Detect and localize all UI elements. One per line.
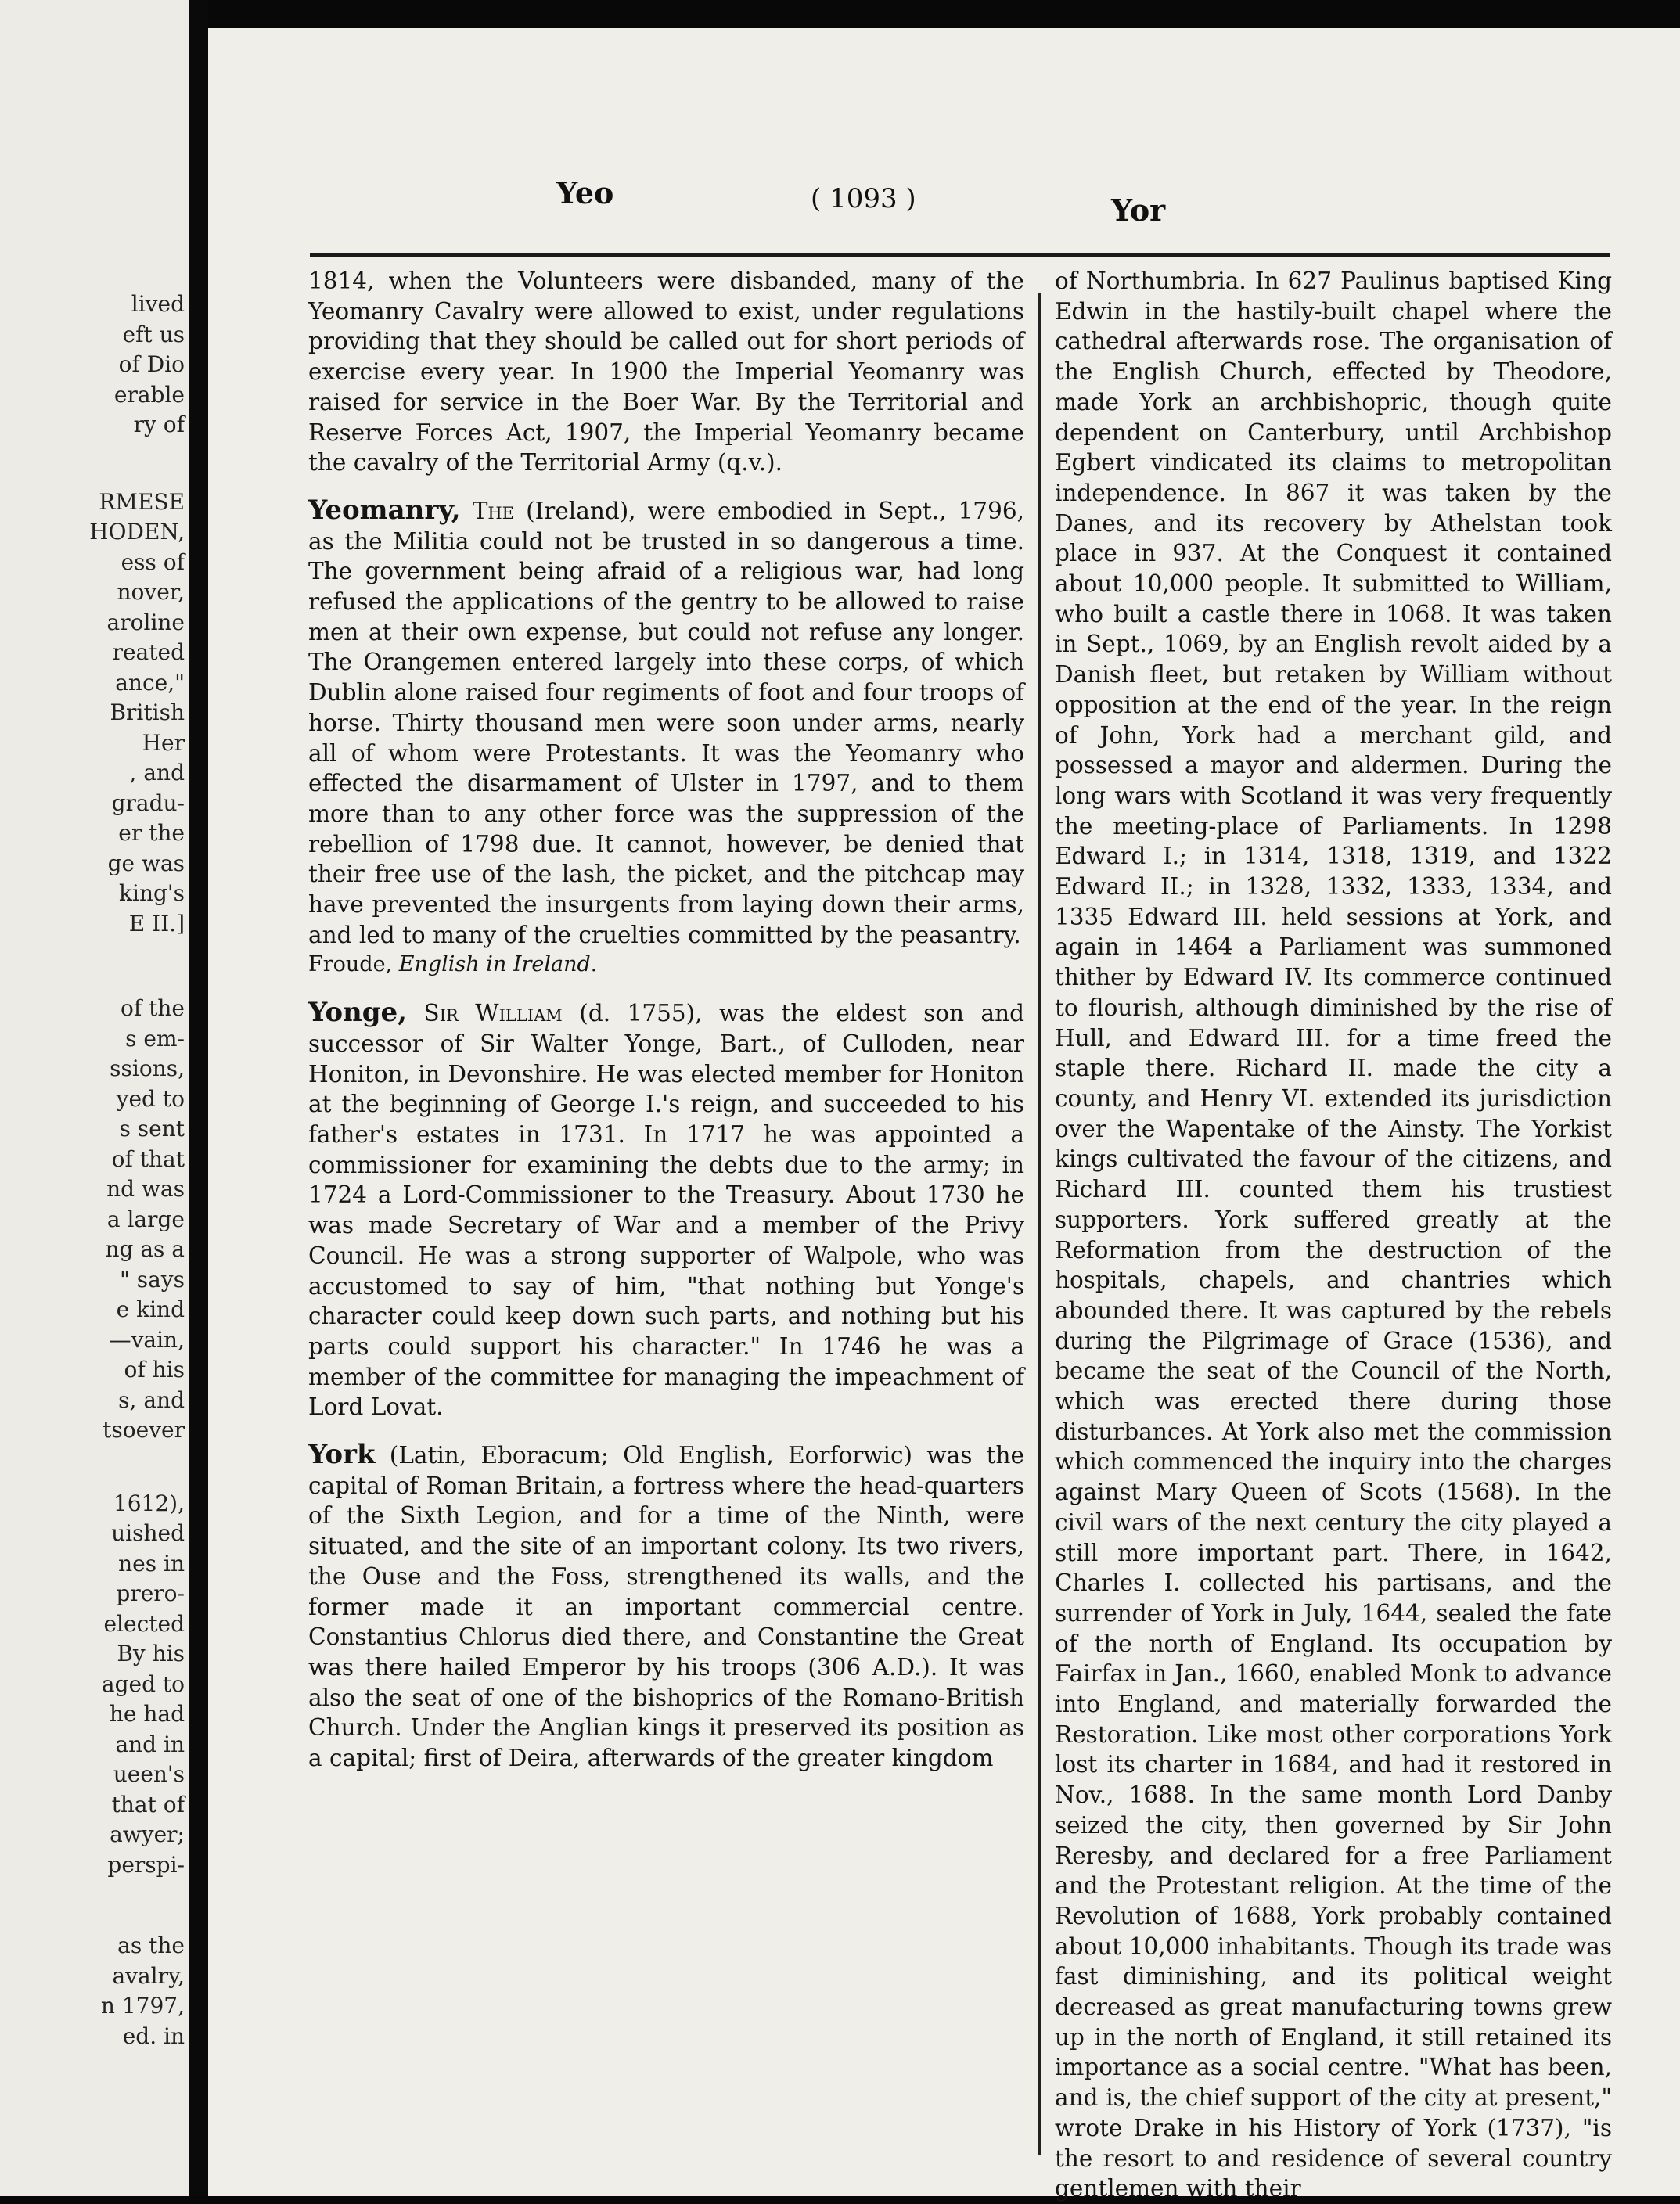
left-page-fragment: nover, <box>117 579 185 605</box>
left-page-fragment: aroline <box>106 609 185 635</box>
left-page-fragment: nd was <box>106 1176 185 1202</box>
yeomanry-continuation: 1814, when the Volunteers were disbanded, many of the Yeomanry Cavalry were allowed to exist, under regulations providing that they should be called out for short periods of exercise every year. In 1900 the Imperial Yeomanry was raised for service in the Boer War. By the Territorial and Reserve Forces Act, 1907, the Imperial Yeomanry became the cavalry of the Territorial Army (q.v.). <box>308 268 1024 476</box>
left-page-fragment: ess of <box>121 548 185 575</box>
left-page-fragment: s em- <box>125 1025 185 1052</box>
left-page-fragment: of the <box>121 995 185 1021</box>
left-page-fragment: E II.] <box>128 910 185 937</box>
left-page-fragment: aged to <box>101 1670 185 1697</box>
left-page-fragment: By his <box>117 1641 185 1666</box>
left-page-fragment: Her <box>142 729 185 756</box>
left-page-fragment: uished <box>111 1520 185 1546</box>
left-page-fragment: ry of <box>133 412 185 437</box>
left-page-fragment: 1612), <box>113 1490 185 1516</box>
entry-headword: Yonge, <box>308 997 407 1029</box>
entry-york: York (Latin, Eboracum; Old English, Eorforwic) was the capital of Roman Britain, a fortress where the head-quarters of the Sixth Legion, and for a time of the Ninth, were situated, and the site of an important colony. Its two rivers, the Ouse and the Foss, strengthened its walls, and the former made it an important commercial centre. Constantius Chlorus died there, and Constantine the Great was there hailed Emperor by his troops (306 A.D.). It was also the seat of one of the bishoprics of the Romano-British Church. Under the Anglian kings it preserved its position as a capital; first of Deira, afterwards of the greater kingdom <box>308 1439 1024 1772</box>
left-page-fragment: HODEN, <box>89 519 185 545</box>
left-page-fragment: e kind <box>116 1296 185 1322</box>
entry-headword: Yeomanry, <box>308 494 461 526</box>
left-page-fragment: yed to <box>116 1085 185 1112</box>
book-gutter <box>189 0 208 2196</box>
entry-headword: York <box>308 1439 376 1471</box>
left-page-fragment: ueen's <box>113 1761 185 1787</box>
left-page-fragment: of that <box>111 1145 185 1172</box>
left-page-fragment: as the <box>117 1933 185 1958</box>
left-page-fragment: s sent <box>119 1116 185 1142</box>
left-page-edge <box>0 0 189 2196</box>
left-page-fragment: reated <box>112 639 185 665</box>
left-page-fragment: avalry, <box>112 1962 185 1989</box>
left-page-fragment: nes in <box>118 1550 185 1577</box>
header-rule <box>310 253 1610 257</box>
page-number: ( 1093 ) <box>811 183 916 214</box>
entry-yeomanry-ireland: Yeomanry, The (Ireland), were embodied in Sept., 1796, as the Militia could not be trusted in so dangerous a time. The government being afraid of a religious war, had long refused the applications of the gentry to be allowed to raise men at their own expense, but could not refuse any longer. The Orangemen entered largely into these corps, of which Dublin alone raised four regiments of foot and four troops of horse. Thirty thousand men were soon under arms, nearly all of whom were Protestants. It was the Yeomanry who effected the disarmament of Ulster in 1797, and to them more than to any other force was the suppression of the rebellion of 1798 due. It cannot, however, be denied that their free use of the lash, the picket, and the pitchcap may have prevented the insurgents from laying down their arms, and led to many of the cruelties committed by the peasantry. <box>308 494 1024 948</box>
left-page-fragment: and in <box>115 1731 185 1757</box>
left-page-fragment: ge was <box>107 850 185 876</box>
running-head-right: Yor <box>1111 192 1166 228</box>
york-continuation: of Northumbria. In 627 Paulinus baptised King Edwin in the hastily-built chapel where the cathedral afterwards rose. The organisation of the English Church, effected by Theodore, made York an archbishopric, though quite dependent on Canterbury, until Archbishop Egbert vindicated its claims to metropolitan independence. In 867 it was taken by the Danes, and its recovery by Athelstan took place in 937. At the Conquest it contained about 10,000 people. It submitted to William, who built a castle there in 1068. It was taken in Sept., 1069, by an English revolt aided by a Danish fleet, but retaken by William without opposition at the end of the year. In the reign of John, York had a merchant gild, and possessed a mayor and aldermen. During the long wars with Scotland it was very frequently the meeting-place of Parliaments. In 1298 Edward I.; in 1314, 1318, 1319, and 1322 Edward II.; in 1328, 1332, 1333, 1334, and 1335 Edward III. held sessions at York, and again in 1464 a Parliament was summoned thither by Edward IV. Its commerce continued to flourish, although diminished by the rise of Hull, and Edward III. for a time freed the staple there. Richard II. made the city a county, and Henry VI. extended its jurisdiction over the Wapentake of the Ainsty. The Yorkist kings cultivated the favour of the citizens, and Richard III. counted them his trustiest supporters. York suffered greatly at the Reformation from the destruction of the hospitals, chapels, and chantries which abounded there. It was captured by the rebels during the Pilgrimage of Grace (1536), and became the seat of the Council of the North, which was erected there during those disturbances. At York also met the commission which commenced the inquiry into the charges against Mary Queen of Scots (1568). In the civil wars of the next century the city played a still more important part. There, in 1642, Charles I. collected his partisans, and the surrender of York in July, 1644, sealed the fate of the north of England. Its occupation by Fairfax in Jan., 1660, enabled Monk to advance into England, and materially forwarded the Restoration. Like most other corporations York lost its charter in 1684, and had it restored in Nov., 1688. In the same month Lord Danby seized the city, then governed by Sir John Reresby, and declared for a free Parliament and the Protestant religion. At the time of the Revolution of 1688, York probably contained about 10,000 inhabitants. Though its trade was fast diminishing, and its political weight decreased as great manufacturing towns grew up in the north of England, it still retained its importance as a social centre. "What has been, and is, the chief support of the city at present," wrote Drake in his History of York (1737), "is the resort to and residence of several country gentlemen with their <box>1055 268 1612 2202</box>
running-head-left: Yeo <box>556 175 614 210</box>
left-page-fragment: British <box>110 699 185 725</box>
left-page-fragment: lived <box>131 291 185 317</box>
left-page-fragment: he had <box>109 1701 185 1727</box>
left-page-fragment: n 1797, <box>100 1993 185 2019</box>
left-page-fragment: RMESE <box>99 488 185 515</box>
citation: Froude, English in Ireland. <box>308 952 598 977</box>
left-page-fragment: erable <box>113 381 185 408</box>
left-page-fragment: " says <box>119 1266 185 1293</box>
left-page-fragment: er the <box>118 820 185 846</box>
left-page-fragment: ng as a <box>105 1236 185 1262</box>
left-page-fragment: gradu- <box>111 789 185 816</box>
left-page-fragment: of his <box>124 1357 185 1382</box>
column-left <box>308 266 1024 1774</box>
left-page-fragment: a large <box>106 1206 185 1232</box>
left-page-fragment: , and <box>129 760 185 786</box>
left-page-fragment: awyer; <box>110 1821 185 1847</box>
left-page-fragment: prero- <box>116 1580 185 1606</box>
left-page-fragment: ed. in <box>122 2022 185 2049</box>
page-header <box>208 175 1680 246</box>
left-page-fragment: ance," <box>115 669 185 696</box>
left-page-fragment: king's <box>119 880 185 906</box>
left-page-fragment: tsoever <box>103 1417 185 1443</box>
left-page-fragment: of Dio <box>118 351 185 377</box>
right-page <box>208 28 1680 2202</box>
left-page-fragment: —vain, <box>109 1326 185 1353</box>
column-right <box>1055 266 1612 2204</box>
left-page-fragment: ssions, <box>110 1055 185 1081</box>
entry-yonge: Yonge, Sir William (d. 1755), was the eldest son and successor of Sir Walter Yonge, Bart., of Culloden, near Honiton, in Devonshire. He was elected member for Honiton at the beginning of George I.'s reign, and succeeded to his father's estates in 1731. In 1717 he was appointed a commissioner for examining the debts due to the army; in 1724 a Lord-Commissioner to the Treasury. About 1730 he was made Secretary of War and a member of the Privy Council. He was a strong supporter of Walpole, who was accustomed to say of him, "that nothing but Yonge's character could keep down such parts, and nothing but his parts could support his character." In 1746 he was a member of the committee for managing the impeachment of Lord Lovat. <box>308 997 1024 1421</box>
left-page-fragment: eft us <box>122 321 185 347</box>
left-page-fragment: elected <box>103 1610 185 1637</box>
left-page-fragment: perspi- <box>107 1851 185 1878</box>
left-page-fragment: that of <box>111 1791 185 1817</box>
left-page-fragment: s, and <box>118 1386 185 1413</box>
column-divider <box>1038 293 1041 2155</box>
